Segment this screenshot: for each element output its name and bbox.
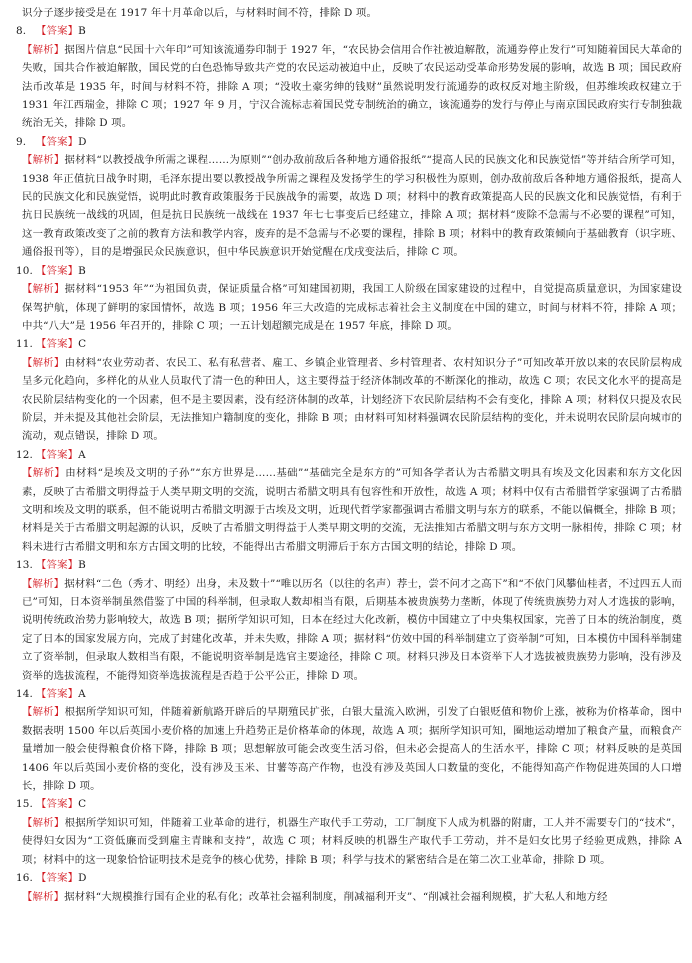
question-answer-line [16, 556, 682, 574]
answer-letter: D [78, 135, 87, 148]
analysis-paragraph [22, 354, 682, 446]
question-answer-line [16, 685, 682, 703]
analysis-text: 据材料“以教授战争所需之课程……为原则”“创办敌前敌后各种地方通俗报纸”“提高人民的民族文化和民族觉悟”等并结合所学可知，1938 年正值抗日战争时期，毛泽东提出要以教授战争所需之课程及发扬学生的学习积极性为原则，创办敌前敌后各种地方通俗报纸，提高人民的民族文化和民族觉悟，说明此时教育政策服务于民族战争的需要，故选 D 项；材料中的教育政策提高人民的民族文化和民族觉悟，有利于抗日民族统一战线的巩固，但是抗日民族统一战线在 1937 年七七事变后已经建立，排除 A 项；据材料“废除不急需与不必要的课程”可知，这一教育政策改变了之前的教育方法和教学内容，废弃的是不急需与不必要的课程，排除 B 项；材料中的教育政策倾向于基础教育（识字班、通俗报刊等），目的是增强民众民族意识，但中华民族意识开始觉醒在戊戌变法后，排除 C 项。 [22, 154, 682, 259]
answer-letter: B [78, 25, 86, 38]
answer-letter: A [78, 688, 86, 701]
question-number: 15. [16, 798, 33, 811]
answer-letter: C [78, 338, 87, 351]
question-answer-line [16, 22, 682, 40]
analysis-tag: 【解析】 [22, 467, 66, 480]
answer-tag: 【答案】 [36, 872, 79, 885]
answer-tag: 【答案】 [36, 25, 79, 38]
analysis-tag: 【解析】 [22, 154, 65, 167]
answer-tag: 【答案】 [36, 264, 79, 277]
analysis-paragraph [22, 575, 682, 685]
question-answer-line [16, 133, 682, 151]
analysis-text: 据材料“大规模推行国有企业的私有化；改革社会福利制度，削减福利开支”、“削减社会福利规模，扩大私人和地方经 [64, 890, 608, 903]
analysis-paragraph [22, 464, 682, 556]
analysis-tag: 【解析】 [22, 43, 65, 56]
question-number: 14. [16, 688, 33, 701]
answer-letter: D [78, 872, 87, 885]
answer-tag: 【答案】 [36, 448, 79, 461]
answer-letter: B [78, 264, 86, 277]
question-number: 8. [16, 25, 27, 38]
question-number: 12. [16, 448, 33, 461]
answer-letter: B [78, 559, 86, 572]
analysis-paragraph [22, 888, 682, 906]
analysis-tag: 【解析】 [22, 356, 65, 369]
analysis-text: 据材料“二色（秀才、明经）出身，未及数十”“唯以历名（以往的名声）荐士，尝不问才之高下”和“不依门风攀仙桂者，不过四五人而已”可知，日本资举制虽然借鉴了中国的科举制，但录取人数却相当有限，后期基本被贵族势力垄断，体现了传统贵族势力对人才选拔的影响，说明传统政治势力影响较大，故选 B 项；据所学知识可知，日本在经过大化改新，模仿中国建立了中央集权国家，完善了日本的统治制度，奠定了日本的国家发展方向，完成了封建化改革，并未失败，排除 A 项；据材料“仿效中国的科举制建立了资举制”可知，日本模仿中国科举制建立了资举制，但录取人数相当有限，不能说明资举制是选官主要途径，排除 C 项。材料只涉及日本资举下人才选拔被贵族势力影响，没有涉及资举的选拔流程，不能得知资举选拔流程是否趋于公平公正，排除 D 项。 [22, 577, 682, 682]
answer-letter: C [78, 798, 87, 811]
question-answer-line [16, 446, 682, 464]
analysis-text: 据材料“1953 年”“为祖国负责，保证质量合格”可知建国初期，我国工人阶级在国家建设的过程中，自觉提高质量意识，为国家建设保驾护航，体现了鲜明的家国情怀，故选 B 项；1956 年三大改造的完成标志着社会主义制度在中国的建立，时间与材料不符，排除 A 项；中共“八大”是 1956 年召开的，排除 C 项；一五计划超额完成是在 1957 年底，排除 D 项。 [22, 283, 682, 332]
analysis-tag: 【解析】 [22, 283, 65, 296]
analysis-text: 由材料“是埃及文明的子孙”“东方世界是……基础”“基础完全是东方的”可知各学者认为古希腊文明具有埃及文化因素和东方文化因素，反映了古希腊文明得益于人类早期文明的交流，说明古希腊文明具有包容性和开放性，故选 A 项；材料中仅有古希腊哲学家强调了古希腊文明和埃及文明的联系，但不能说明古希腊文明源于古埃及文明，近现代哲学家都强调古希腊文明与东方的联系，不能以偏概全，排除 B 项；材料是关于古希腊文明起源的认识，反映了古希腊文明得益于人类早期文明的交流，无法推知古希腊文明与东方文明一脉相传，排除 C 项；材料未进行古希腊文明和东方古国文明的比较，不能得出古希腊文明滞后于东方古国文明的结论，排除 D 项。 [22, 467, 682, 553]
analysis-paragraph [22, 280, 682, 335]
analysis-text: 根据所学知识可知，伴随着工业革命的进行，机器生产取代手工劳动，工厂制度下人成为机器的附庸，工人并不需要专门的“技术”，使得妇女因为“工资低廉而受到雇主青睐和支持”，故选 C 项；材料反映的机器生产取代手工劳动，并不是妇女比男子经验更成熟，排除 A 项；材料中的这一现象恰恰证明技术是竞争的核心优势，排除 B 项；科学与技术的紧密结合是在第二次工业革命，排除 D 项。 [22, 816, 682, 866]
intro-paragraph: 识分子逐步接受是在 1917 年十月革命以后，与材料时间不符，排除 D 项。 [22, 7, 378, 19]
answer-tag: 【答案】 [36, 798, 79, 811]
analysis-paragraph [22, 151, 682, 261]
analysis-text: 据图片信息“民国十六年印”可知该流通券印制于 1927 年，“农民协会信用合作社被迫解散，流通券停止发行”可知随着国民大革命的失败，国共合作被迫解散，国民党的白色恐怖导致共产党的农民运动被迫中止，反映了农民运动受革命形势发展的影响，故选 B 项；国民政府法币改革是 1935 年，时间与材料不符，排除 A 项；“没收土豪劣绅的钱财”虽然说明发行流通券的政权反对地主阶级，但苏维埃政权建立于 1931 年江西瑞金，排除 C 项；1927 年 9 月，宁汉合流标志着国民党专制统治的确立，该流通券的发行与停止与南京国民政府实行专制独裁统治无关，排除 D 项。 [22, 43, 682, 130]
answer-tag: 【答案】 [36, 338, 79, 351]
question-number: 9. [16, 135, 27, 148]
answer-letter: A [78, 448, 86, 461]
analysis-paragraph [22, 814, 682, 869]
question-answer-line [16, 262, 682, 280]
question-number: 11. [16, 338, 33, 351]
analysis-text: 由材料“农业劳动者、农民工、私有私营者、雇工、乡镇企业管理者、乡村管理者、农村知识分子”可知改革开放以来的农民阶层构成呈多元化趋向，多样化的从业人员取代了清一色的种田人，这主要得益于经济体制改革的不断深化的推动，故选 C 项；农民文化水平的提高是农民阶层结构变化的一个因素，但不是主要因素，没有经济体制的改革，计划经济下农民阶层结构不会有变化，排除 A 项；材料仅只提及农民阶层，并未提及其他社会阶层，无法推知户籍制度的变化，排除 B 项；由材料可知材料强调农民阶层结构的变化，并未说明农民阶层向城市的流动，观点错误，排除 D 项。 [22, 356, 682, 443]
analysis-paragraph [22, 703, 682, 795]
answer-tag: 【答案】 [36, 688, 79, 701]
question-list [16, 22, 682, 906]
question-answer-line [16, 795, 682, 813]
answer-tag: 【答案】 [36, 135, 79, 148]
question-number: 16. [16, 872, 33, 885]
question-number: 13. [16, 559, 33, 572]
analysis-tag: 【解析】 [22, 816, 65, 829]
analysis-paragraph [22, 41, 682, 133]
question-answer-line [16, 869, 682, 887]
question-answer-line [16, 335, 682, 353]
question-number: 10. [16, 264, 33, 277]
answer-tag: 【答案】 [36, 559, 79, 572]
analysis-tag: 【解析】 [22, 706, 65, 719]
analysis-tag: 【解析】 [22, 890, 65, 903]
analysis-tag: 【解析】 [22, 577, 65, 590]
analysis-text: 根据所学知识可知，伴随着新航路开辟后的早期殖民扩张，白银大量流入欧洲，引发了白银贬值和物价上涨，被称为价格革命，图中数据表明 1500 年以后英国小麦价格的加速上升趋势正是价格革命的体现，故选 A 项；据所学知识可知，圈地运动增加了粮食产量，而粮食产量增加一般会使得粮食价格下降，排除 B 项；思想解放可能会改变生活习俗，但未必会提高人的生活水平，排除 C 项；材料反映的是英国 1406 年以后英国小麦价格的变化，没有涉及玉米、甘薯等高产作物，也没有涉及英国人口数量的变化，不能得知高产作物促进英国的人口增长，排除 D 项。 [22, 706, 682, 793]
